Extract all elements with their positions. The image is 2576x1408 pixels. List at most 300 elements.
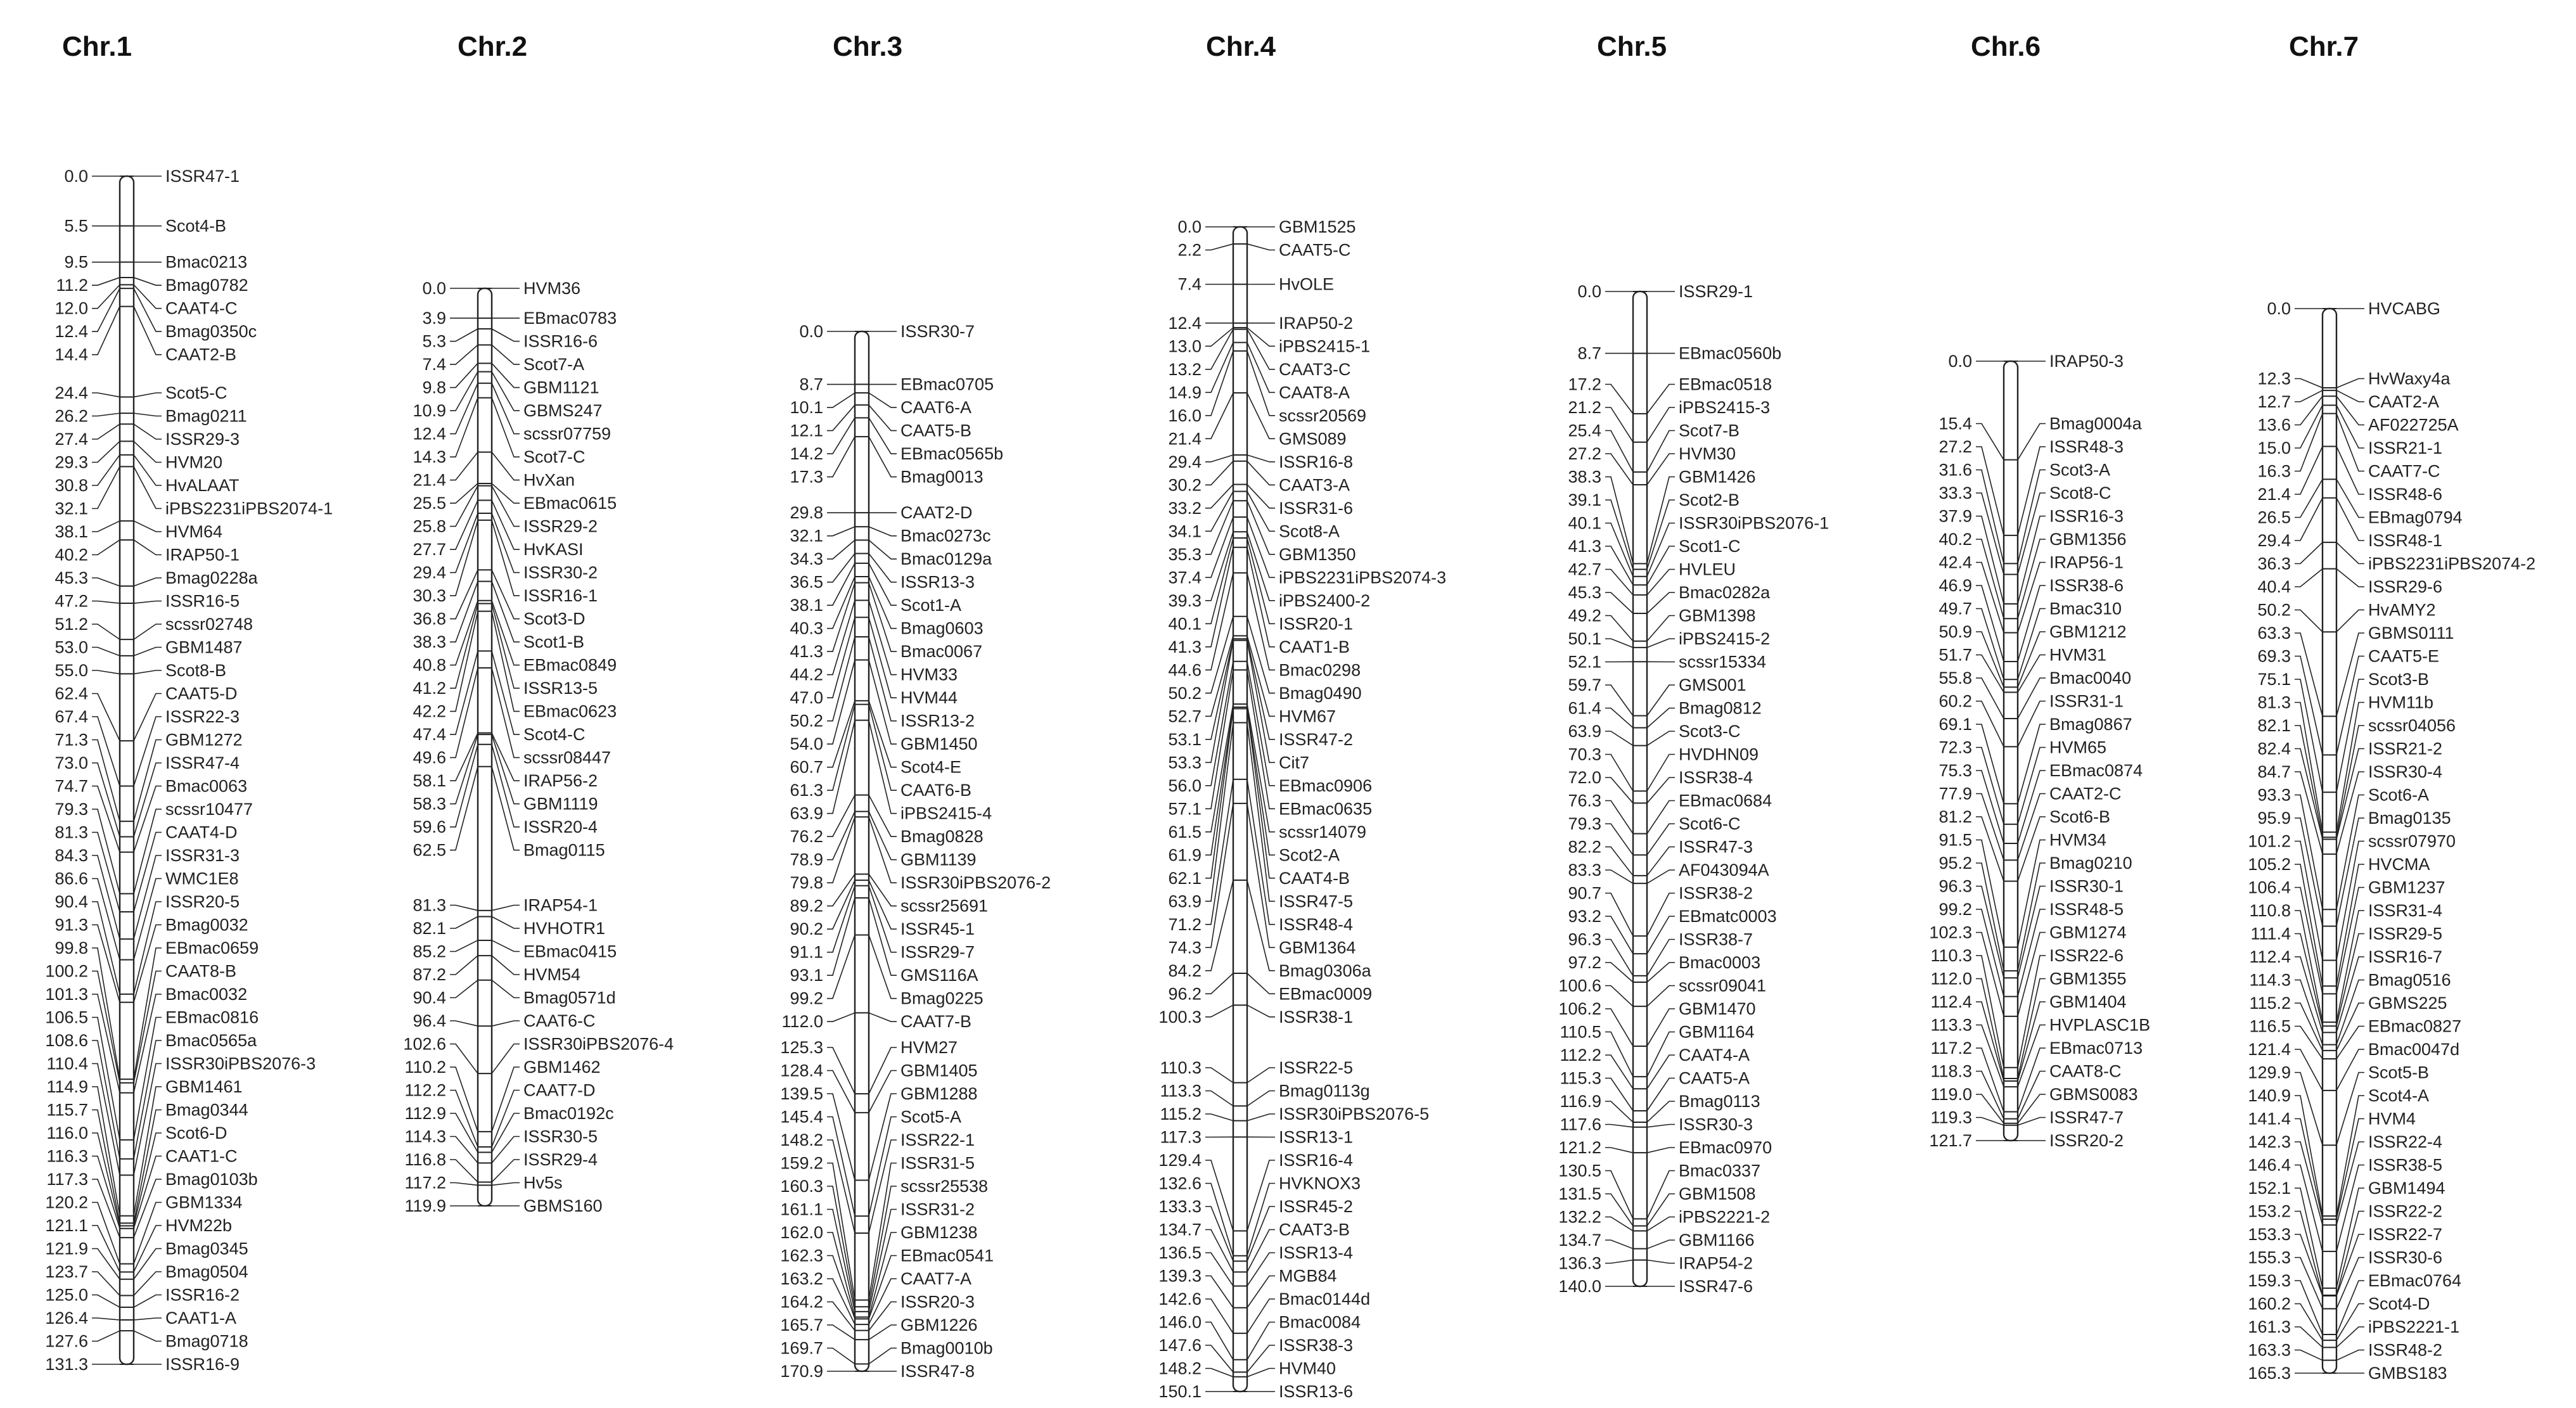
marker-position: 133.3 [1158, 1197, 1201, 1216]
marker-leader [134, 441, 162, 462]
marker-name: scssr07759 [523, 424, 612, 444]
position-leader [1605, 824, 1633, 855]
marker-name: Bmag0010b [900, 1338, 993, 1358]
position-leader [827, 637, 855, 721]
marker-position: 162.0 [780, 1223, 823, 1242]
marker-leader [1247, 662, 1275, 786]
marker-position: 79.3 [1568, 814, 1601, 833]
marker-name: ISSR48-3 [2049, 437, 2124, 456]
marker-leader [2018, 586, 2046, 662]
marker-name: Bmac0337 [1679, 1161, 1761, 1181]
marker [54, 540, 240, 564]
marker-name: iPBS2415-3 [1679, 398, 1771, 417]
marker-position: 0.0 [1577, 282, 1601, 301]
marker-name: Bmac0213 [165, 252, 248, 272]
marker-position: 101.2 [2248, 831, 2291, 851]
marker-position: 161.3 [2248, 1317, 2291, 1336]
marker-name: GBM1334 [165, 1193, 243, 1212]
marker [404, 1196, 602, 1215]
position-leader [450, 651, 478, 734]
marker [799, 322, 975, 341]
marker-position: 13.2 [1168, 359, 1201, 379]
marker-name: GBM1461 [165, 1077, 243, 1096]
marker-position: 3.9 [422, 309, 446, 328]
marker-name: ISSR48-1 [2368, 531, 2443, 550]
position-leader [827, 563, 855, 605]
marker-name: Bmag0135 [2368, 809, 2451, 828]
marker-name: Scot3-B [2368, 670, 2430, 689]
marker-position: 114.9 [46, 1077, 88, 1096]
marker-name: ISSR30-4 [2368, 762, 2443, 781]
marker-leader [134, 424, 162, 439]
marker-leader [492, 668, 520, 758]
marker-name: Bmac0040 [2049, 669, 2132, 688]
marker-leader [134, 521, 162, 532]
marker-name: GBM1487 [165, 637, 243, 657]
marker-leader [2336, 379, 2364, 388]
position-leader [1205, 485, 1233, 508]
marker-leader [1647, 1055, 1675, 1089]
marker-name: HvXan [523, 470, 575, 490]
marker-name: ISSR29-7 [900, 942, 975, 962]
position-leader [1205, 1091, 1233, 1106]
marker-leader [1247, 1253, 1275, 1286]
position-leader [2295, 1119, 2323, 1220]
marker-position: 87.2 [413, 965, 446, 984]
position-leader [450, 363, 478, 387]
marker-position: 116.9 [1560, 1092, 1601, 1111]
marker-position: 119.3 [1930, 1108, 1972, 1127]
marker-name: Bmac0273c [900, 526, 991, 546]
marker-leader [2018, 840, 2046, 947]
marker-position: 99.2 [790, 989, 823, 1008]
marker-position: 95.9 [2257, 809, 2291, 828]
marker-name: ISSR22-6 [2049, 946, 2124, 965]
marker-leader [869, 437, 897, 477]
position-leader [92, 521, 120, 532]
marker-position: 25.5 [413, 494, 446, 513]
marker-leader [2018, 678, 2046, 719]
marker [1558, 1254, 1753, 1273]
marker-leader [134, 994, 162, 1093]
marker-name: Bmac0144d [1279, 1290, 1371, 1309]
marker-position: 44.2 [790, 665, 823, 684]
marker-leader [1247, 573, 1275, 670]
marker-name: GBM1119 [523, 794, 598, 814]
marker-name: ISSR29-1 [1679, 282, 1753, 301]
marker-name: scssr08447 [523, 748, 612, 767]
marker-position: 56.0 [1168, 776, 1201, 795]
marker-name: GBM1350 [1279, 544, 1356, 564]
marker-name: GBM1212 [2049, 622, 2127, 641]
marker-leader [134, 1040, 162, 1159]
marker-position: 61.9 [1168, 845, 1201, 865]
marker-position: 121.7 [1929, 1131, 1972, 1150]
marker-name: EBmatc0003 [1679, 907, 1777, 926]
position-leader [827, 660, 855, 745]
marker-leader [2018, 979, 2046, 1078]
position-leader [1605, 407, 1633, 442]
marker-name: ISSR16-3 [2049, 506, 2124, 526]
marker-name: Bmac0047d [2368, 1040, 2460, 1059]
marker-position: 75.3 [1938, 761, 1972, 780]
position-leader [827, 527, 855, 535]
marker-leader [134, 578, 162, 586]
marker-name: CAAT8-B [165, 961, 237, 981]
position-leader [2295, 390, 2323, 402]
marker-name: EBmac0849 [523, 655, 617, 675]
marker-name: Scot1-A [900, 596, 962, 615]
marker [64, 253, 247, 272]
position-leader [1976, 724, 2004, 803]
marker-leader [492, 452, 520, 480]
chromosome-title: Chr.6 [1971, 31, 2041, 62]
marker-position: 127.6 [45, 1331, 88, 1351]
marker-name: EBmag0794 [2368, 508, 2463, 527]
marker-position: 27.2 [1568, 444, 1601, 463]
marker-name: CAAT1-B [1279, 637, 1350, 656]
marker-position: 148.2 [780, 1130, 823, 1149]
position-leader [827, 935, 855, 999]
marker-position: 21.4 [2257, 485, 2291, 504]
marker-position: 54.0 [790, 734, 823, 754]
marker-leader [492, 345, 520, 364]
marker-position: 85.2 [413, 942, 446, 961]
marker-name: GBMS0111 [2368, 624, 2454, 643]
marker-name: Bmag0211 [165, 406, 247, 426]
position-leader [1205, 351, 1233, 416]
marker-leader [1647, 454, 1675, 485]
marker-name: Scot4-A [2368, 1086, 2430, 1105]
position-leader [1205, 1005, 1233, 1017]
position-leader [1605, 1125, 1633, 1127]
marker-position: 12.3 [2257, 369, 2291, 388]
marker-leader [1647, 916, 1675, 954]
marker-name: Bmag0344 [165, 1100, 248, 1120]
marker-name: ISSR31-4 [2368, 901, 2443, 920]
marker-leader [134, 1295, 162, 1308]
marker-leader [492, 486, 520, 527]
marker-leader [492, 651, 520, 734]
marker-name: Bmac0003 [1679, 953, 1761, 972]
marker-name: CAAT5-E [2368, 646, 2440, 666]
position-leader [1605, 755, 1633, 791]
marker-position: 153.3 [2248, 1225, 2291, 1244]
marker-position: 106.2 [1558, 999, 1601, 1018]
position-leader [1605, 616, 1633, 641]
marker-leader [1247, 1160, 1275, 1231]
position-leader [827, 617, 855, 698]
marker-name: ISSR48-4 [1279, 914, 1354, 934]
marker-leader [134, 413, 162, 416]
marker-position: 0.0 [1177, 217, 1201, 236]
marker-position: 75.1 [2257, 670, 2291, 689]
marker-leader [869, 418, 897, 454]
marker-position: 11.2 [56, 276, 88, 295]
marker-position: 112.2 [404, 1080, 446, 1100]
marker-position: 53.1 [1168, 729, 1201, 749]
marker-name: Scot6-C [1679, 814, 1741, 833]
marker-position: 121.9 [45, 1239, 88, 1258]
marker-name: Scot5-B [2368, 1063, 2430, 1082]
marker-name: MGB84 [1279, 1266, 1337, 1286]
marker-position: 52.1 [1568, 652, 1601, 672]
marker-position: 55.8 [1938, 669, 1972, 688]
position-leader [827, 540, 855, 559]
chromosome-bar [1633, 291, 1647, 1286]
position-leader [1605, 1009, 1633, 1046]
marker-position: 130.5 [1558, 1161, 1601, 1181]
marker-position: 111.4 [2250, 924, 2291, 944]
position-leader [92, 717, 120, 786]
marker-name: EBmac0518 [1679, 374, 1772, 394]
position-leader [450, 1160, 478, 1182]
marker-leader [1247, 1114, 1275, 1121]
marker-name: HVM22b [165, 1216, 233, 1235]
marker-position: 93.2 [1568, 907, 1601, 926]
marker-name: Bmac0298 [1279, 660, 1361, 680]
marker [1177, 217, 1355, 236]
marker [1568, 722, 1740, 746]
marker-name: CAAT2-C [2049, 784, 2122, 803]
marker-position: 96.3 [1938, 876, 1972, 896]
position-leader [1205, 617, 1233, 693]
marker [1558, 1138, 1772, 1157]
marker-position: 50.2 [1168, 683, 1201, 703]
marker-leader [2018, 1025, 2046, 1087]
marker [413, 1011, 595, 1030]
marker-position: 7.4 [1177, 274, 1201, 294]
position-leader [1976, 933, 2004, 1016]
position-leader [827, 898, 855, 975]
marker-position: 27.2 [1938, 437, 1972, 456]
marker-position: 84.2 [1168, 961, 1201, 980]
marker-name: Bmag0103b [165, 1170, 258, 1189]
marker-position: 46.9 [1938, 576, 1972, 595]
marker-position: 110.3 [1930, 946, 1972, 965]
marker-name: CAAT6-B [900, 781, 972, 800]
marker-position: 10.9 [413, 401, 446, 421]
position-leader [92, 1272, 120, 1295]
marker-leader [492, 398, 520, 457]
marker-name: HVHOTR1 [523, 919, 606, 938]
marker-position: 134.7 [1158, 1220, 1201, 1239]
marker [1160, 1128, 1353, 1147]
marker-name: GBM1355 [2049, 969, 2127, 989]
marker [1160, 1082, 1369, 1106]
marker-position: 97.2 [1568, 953, 1601, 972]
marker-leader [1247, 1005, 1275, 1017]
position-leader [827, 393, 855, 407]
marker-leader [492, 611, 520, 712]
marker-position: 61.5 [1168, 822, 1201, 842]
marker-name: CAAT2-A [2368, 392, 2440, 411]
marker-position: 74.3 [1168, 938, 1201, 957]
marker-position: 84.7 [2257, 762, 2291, 781]
marker-name: Bmag0013 [900, 467, 984, 487]
marker-name: CAAT3-C [1279, 359, 1351, 379]
position-leader [827, 553, 855, 582]
marker-name: scssr09041 [1679, 976, 1767, 995]
marker-position: 62.1 [1168, 868, 1201, 888]
position-leader [450, 398, 478, 457]
marker-position: 45.3 [54, 568, 88, 587]
marker [54, 383, 227, 402]
marker-leader [134, 288, 162, 331]
position-leader [92, 994, 120, 1093]
marker-position: 136.5 [1158, 1243, 1201, 1262]
marker-name: GBM1272 [165, 730, 243, 750]
chromosome-title: Chr.2 [458, 31, 528, 62]
marker [54, 521, 222, 541]
marker-leader [1647, 1009, 1675, 1046]
position-leader [450, 745, 478, 827]
marker-leader [492, 372, 520, 411]
marker-name: Bmag0812 [1679, 698, 1762, 718]
marker-name: ISSR47-2 [1279, 729, 1354, 749]
marker [45, 1331, 248, 1350]
marker-position: 110.4 [46, 1054, 88, 1073]
marker-name: Hv5s [523, 1173, 563, 1193]
position-leader [1976, 678, 2004, 719]
marker-position: 40.2 [54, 545, 88, 565]
marker-position: 115.3 [1560, 1068, 1601, 1088]
marker-name: EBmac0764 [2368, 1271, 2462, 1290]
marker-name: CAAT6-C [523, 1011, 596, 1030]
marker-name: WMC1E8 [165, 869, 239, 888]
marker-position: 42.7 [1568, 560, 1601, 579]
marker-position: 67.4 [54, 707, 88, 726]
position-leader [1976, 424, 2004, 460]
marker-leader [134, 278, 162, 285]
marker-name: ISSR30-1 [2049, 876, 2124, 896]
position-leader [1605, 1055, 1633, 1089]
position-leader [827, 1117, 855, 1217]
marker-leader [2336, 1350, 2364, 1360]
marker-position: 14.9 [1168, 383, 1201, 402]
marker-name: CAAT7-C [2368, 461, 2440, 481]
marker-name: CAAT2-B [165, 345, 237, 364]
marker-leader [134, 1018, 162, 1140]
marker [1160, 1104, 1429, 1123]
position-leader [92, 288, 120, 331]
marker [781, 1012, 971, 1031]
position-leader [1605, 385, 1633, 414]
marker-leader [2336, 1327, 2364, 1347]
position-leader [2295, 610, 2323, 632]
marker-leader [134, 466, 162, 508]
marker-name: Scot5-C [165, 383, 227, 402]
marker-leader [134, 624, 162, 639]
marker-position: 113.3 [1160, 1081, 1201, 1101]
marker-position: 76.3 [1568, 791, 1601, 810]
marker-name: HVKNOX3 [1279, 1174, 1361, 1193]
position-leader [2295, 479, 2323, 517]
marker-position: 150.1 [1158, 1382, 1201, 1401]
marker-position: 121.2 [1558, 1138, 1601, 1157]
marker-name: Scot3-C [1679, 722, 1741, 741]
position-leader [92, 578, 120, 586]
marker-position: 153.2 [2248, 1201, 2291, 1221]
marker-name: ISSR20-3 [900, 1292, 975, 1312]
position-leader [1976, 632, 2004, 687]
marker-name: iPBS2415-1 [1279, 336, 1371, 356]
marker-name: HVM64 [165, 522, 223, 541]
position-leader [1205, 1299, 1233, 1333]
marker [1158, 1382, 1353, 1401]
marker-name: EBmac0874 [2049, 761, 2143, 780]
marker-position: 53.0 [54, 637, 88, 657]
marker-position: 110.5 [1560, 1022, 1601, 1042]
position-leader [1976, 840, 2004, 947]
marker-name: ISSR16-1 [523, 586, 598, 606]
marker-leader [869, 527, 897, 535]
marker-position: 40.1 [1168, 614, 1201, 634]
marker-position: 61.3 [790, 781, 823, 800]
marker [1568, 861, 1769, 883]
chromosome-4 [1158, 31, 1446, 1401]
chromosome-title: Chr.3 [833, 31, 903, 62]
marker [422, 309, 617, 328]
marker-leader [869, 1117, 897, 1217]
marker-position: 145.4 [780, 1107, 823, 1127]
marker-name: Bmac0282a [1679, 583, 1771, 602]
marker-position: 106.5 [45, 1008, 88, 1027]
marker-position: 52.7 [1168, 707, 1201, 726]
marker-position: 7.4 [422, 355, 446, 374]
marker-leader [492, 980, 520, 998]
marker-leader [134, 648, 162, 656]
marker-name: ISSR31-5 [900, 1153, 975, 1173]
position-leader [1605, 708, 1633, 728]
marker-position: 116.3 [46, 1146, 88, 1166]
marker-position: 73.0 [54, 753, 88, 772]
marker-position: 81.3 [54, 822, 88, 842]
marker-name: EBmac0705 [900, 374, 994, 394]
marker-position: 16.0 [1168, 406, 1201, 425]
marker-name: ISSR45-1 [900, 919, 975, 939]
marker-name: CAAT7-A [900, 1269, 972, 1288]
position-leader [827, 418, 855, 454]
marker-name: scssr25691 [900, 896, 989, 916]
marker-leader [134, 1331, 162, 1341]
marker-position: 116.0 [46, 1123, 88, 1142]
marker-position: 115.7 [46, 1100, 88, 1120]
marker-leader [1247, 517, 1275, 577]
marker-position: 12.4 [54, 322, 88, 342]
marker-name: Bmag0516 [2368, 970, 2451, 990]
marker-position: 15.4 [1938, 414, 1972, 433]
marker-name: GBM1166 [1679, 1231, 1755, 1250]
marker-name: GBM1426 [1679, 467, 1756, 487]
marker-name: ISSR30-7 [900, 322, 975, 341]
marker-name: ISSR16-8 [1279, 452, 1354, 471]
marker [790, 527, 990, 546]
position-leader [92, 624, 120, 639]
marker-position: 90.2 [790, 919, 823, 939]
position-leader [1605, 570, 1633, 595]
marker-position: 10.1 [790, 398, 823, 418]
marker-name: ISSR29-5 [2368, 924, 2443, 944]
position-leader [1205, 662, 1233, 786]
marker-position: 38.1 [54, 522, 88, 541]
chromosome-7 [2248, 31, 2535, 1383]
position-leader [1605, 986, 1633, 1007]
marker-name: CAAT2-D [900, 503, 973, 523]
marker-name: ISSR16-4 [1279, 1151, 1354, 1170]
marker-leader [2336, 569, 2364, 587]
position-leader [450, 486, 478, 527]
